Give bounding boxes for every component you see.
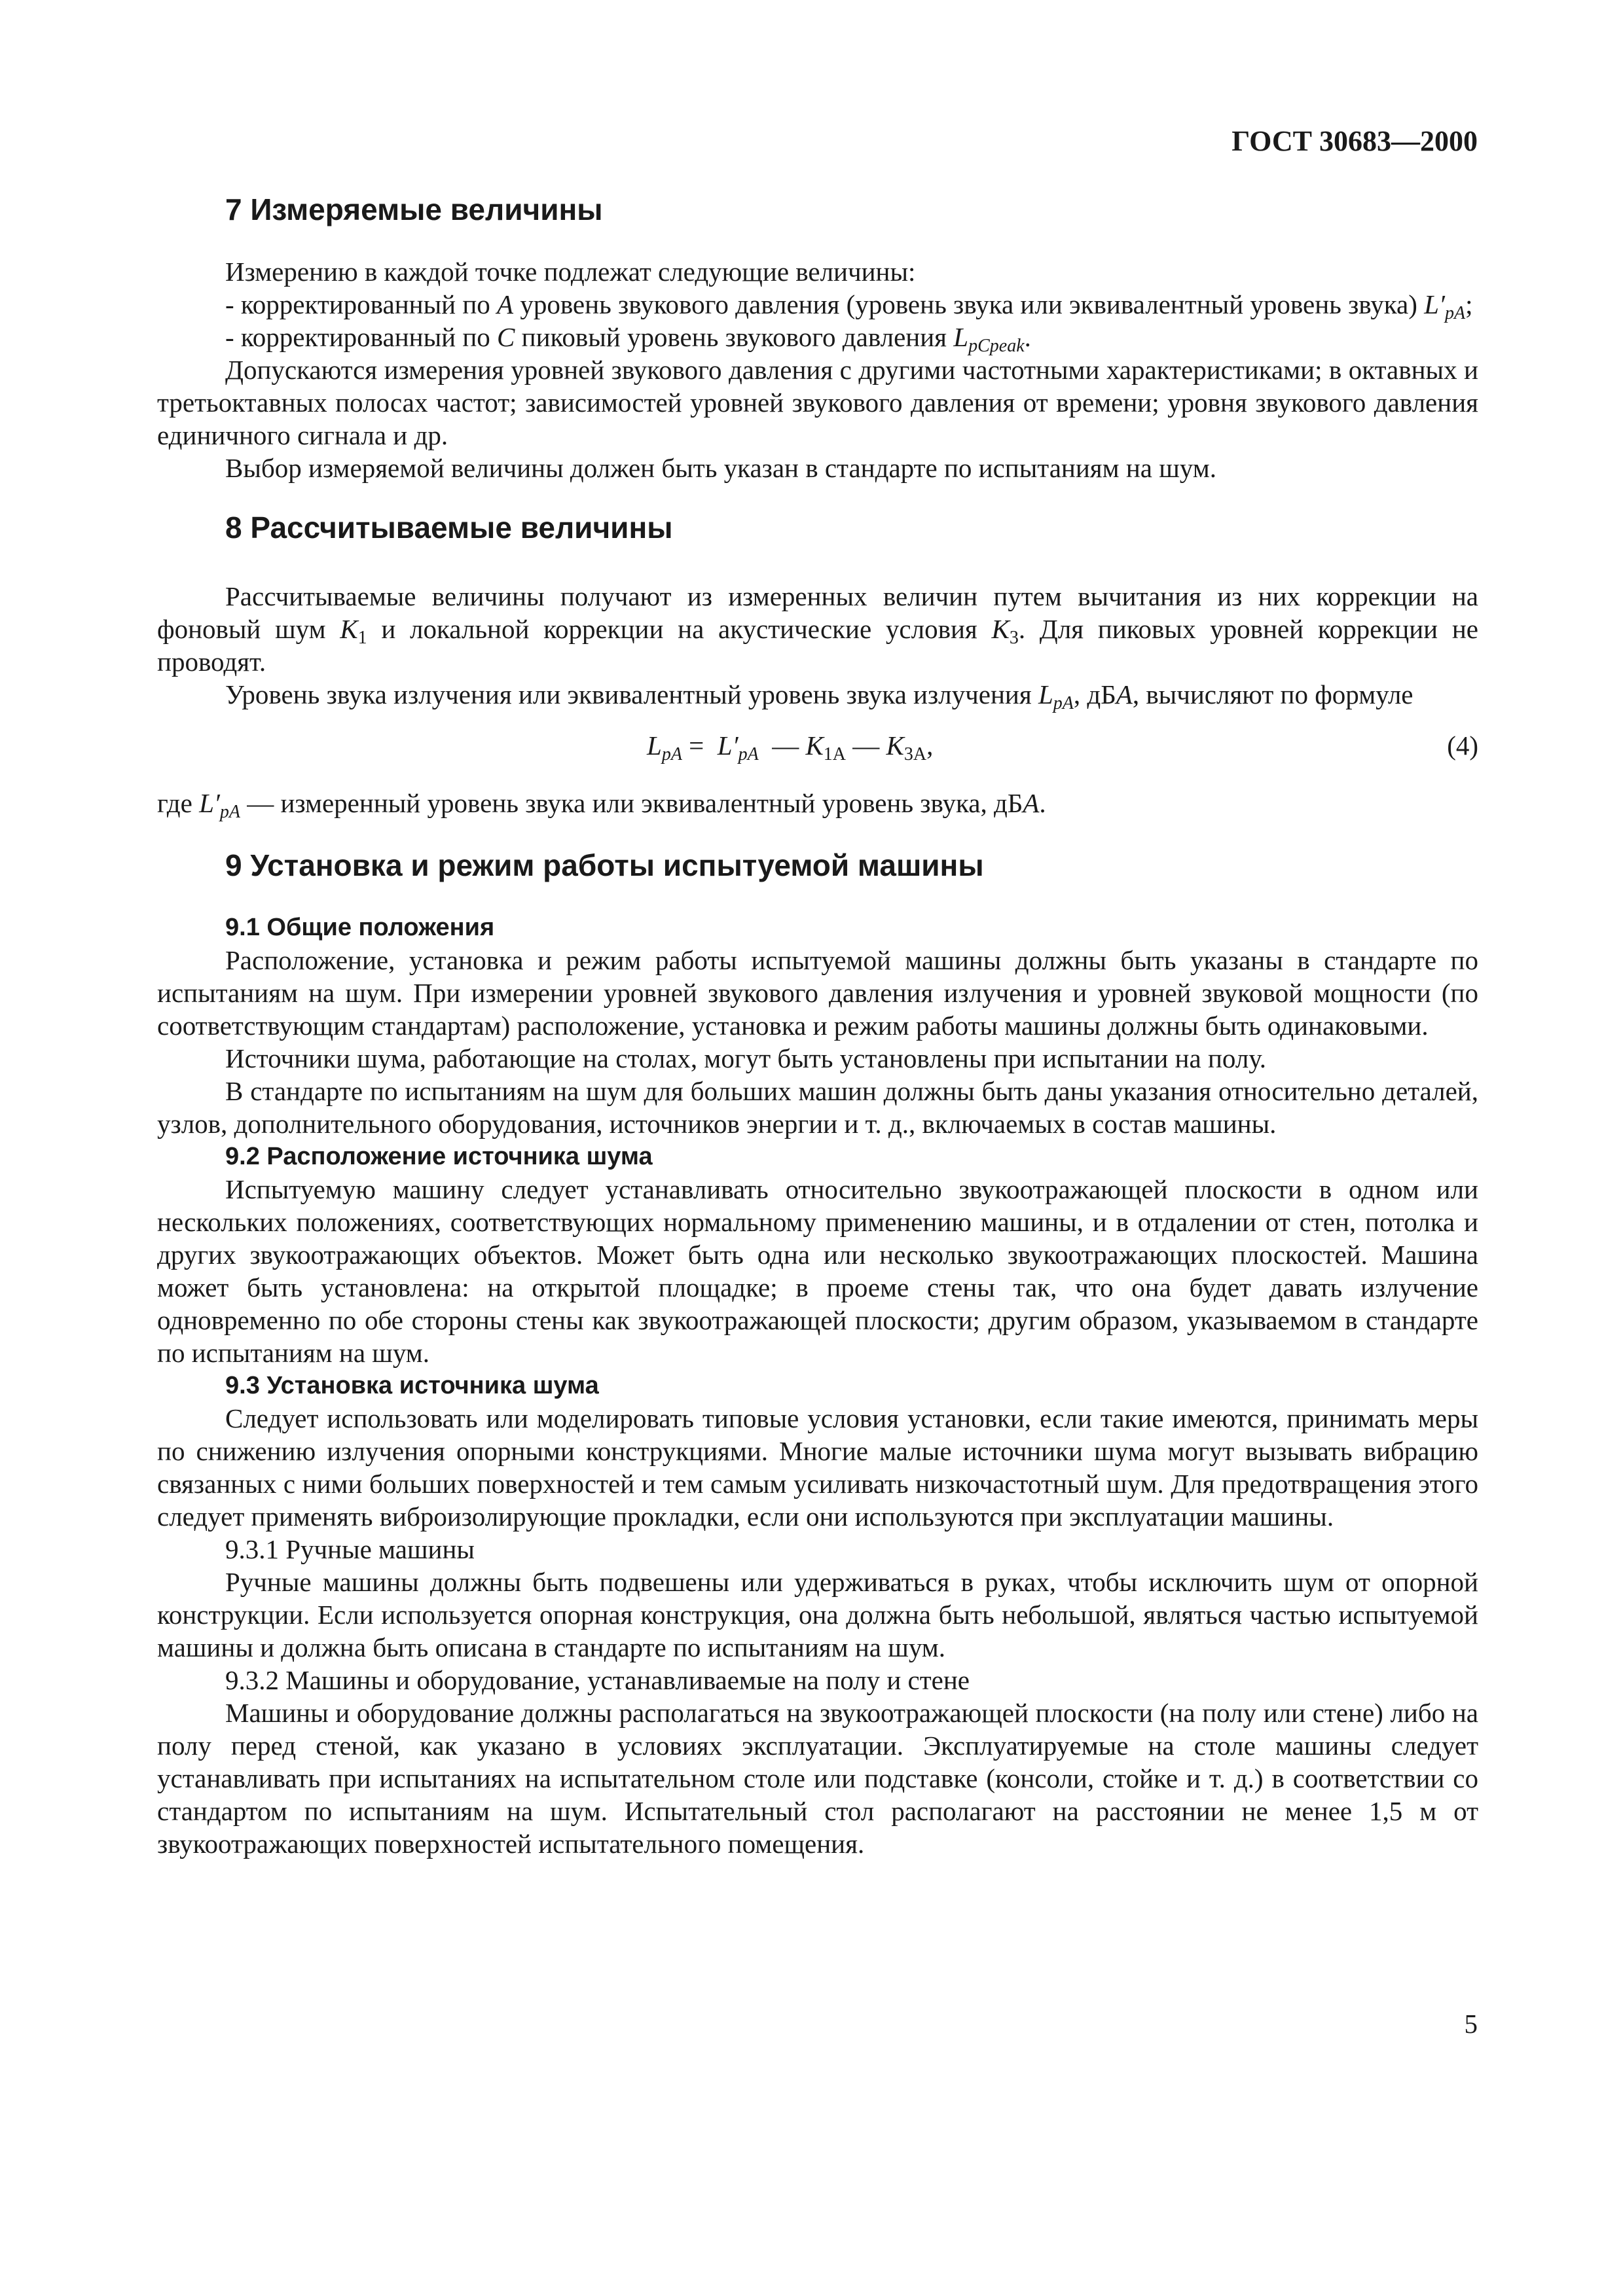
section-7-intro: Измерению в каждой точке подлежат следующие величины: — [225, 257, 916, 287]
formula-expression: $L_{pA} = L'_{pA}$ — $K_{1A}$ — $K_{3A}$, — [647, 730, 934, 764]
section-8-paragraph-1: Рассчитываемые величины получают из измеренных величин путем вычитания из них коррекции на фоновый шум $K_1$ и локальной коррекции на акустические условия $K_3$. Для пиковых уровней коррекции не проводят. — [157, 581, 1478, 677]
subsection-9-3-1-title: 9.3.1 Ручные машины — [225, 1534, 475, 1564]
section-7-paragraph-choice: Выбор измеряемой величины должен быть указан в стандарте по испытаниям на шум. — [225, 453, 1216, 483]
section-7-paragraph-other: Допускаются измерения уровней звукового давления с другими частотными характеристиками; в октавных и третьоктавных полосах частот; зависимостей уровней звукового давления от времени; уровня звукового давления единичного сигнала и др. — [157, 355, 1478, 450]
subsection-9-1-title: 9.1 Общие положения — [225, 914, 495, 941]
subsection-9-2-title: 9.2 Расположение источника шума — [225, 1143, 653, 1170]
subsection-9-1-paragraph-1: Расположение, установка и режим работы испытуемой машины должны быть указаны в стандарте по испытаниям на шум. При измерении уровней звукового давления излучения и уровней звуковой мощности (по соответствующим стандартам) расположение, установка и режим работы машины должны быть одинаковыми. — [157, 945, 1478, 1041]
subsection-9-3-1-paragraph: Ручные машины должны быть подвешены или удерживаться в руках, чтобы исключить шум от опорной конструкции. Если используется опорная конструкция, она должна быть небольшой, являться частью испытуемой машины и должна быть описана в стандарте по испытаниям на шум. — [157, 1567, 1478, 1662]
section-7-item-c: - корректированный по C пиковый уровень звукового давления $L_{pCpeak}$. — [225, 322, 1031, 356]
subsection-9-2-paragraph: Испытуемую машину следует устанавливать относительно звукоотражающей плоскости в одном или нескольких положениях, соответствующих нормальному применению машины, и в отдалении от стен, потолка и других звукоотражающих объектов. Может быть одна или несколько звукоотражающих плоскостей. Машина может быть установлена: на открытой площадке; в проеме стены так, что она будет давать излучение одновременно по обе стороны стены как звукоотражающей плоскости; другим образом, указываемом в стандарте по испытаниям на шум. — [157, 1174, 1478, 1368]
page-number: 5 — [1464, 2009, 1478, 2039]
subsection-9-3-2-paragraph: Машины и оборудование должны располагаться на звукоотражающей плоскости (на полу или стене) либо на полу перед стеной, как указано в условиях эксплуатации. Эксплуатируемые на столе машины следует устанавливать при испытаниях на испытательном столе или подставке (консоли, стойке и т. д.) в соответствии со стандартом по испытаниям на шум. Испытательный стол располагают на расстоянии не менее 1,5 м от звукоотражающих поверхностей испытательного помещения. — [157, 1698, 1478, 1859]
subsection-9-1-paragraph-2: Источники шума, работающие на столах, могут быть установлены при испытании на полу. — [225, 1043, 1266, 1073]
section-8-paragraph-2: Уровень звука излучения или эквивалентный уровень звука излучения $L_{pA}$, дБA, вычисляют по формуле — [225, 679, 1413, 713]
section-9-title: 9 Установка и режим работы испытуемой машины — [225, 848, 984, 882]
section-7-title: 7 Измеряемые величины — [225, 192, 603, 226]
subsection-9-3-title: 9.3 Установка источника шума — [225, 1372, 599, 1399]
formula-number: (4) — [1447, 730, 1478, 761]
formula-4 — [157, 729, 1478, 768]
section-8-title: 8 Рассчитываемые величины — [225, 511, 673, 545]
page-content — [157, 177, 1478, 1860]
subsection-9-1-paragraph-3: В стандарте по испытаниям на шум для больших машин должны быть даны указания относительно деталей, узлов, дополнительного оборудования, источников энергии и т. д., включаемых в состав машины. — [157, 1076, 1478, 1139]
section-7-item-a: - корректированный по A уровень звукового давления (уровень звука или эквивалентный уровень звука) $L'_{pA}$; — [225, 289, 1473, 323]
subsection-9-3-paragraph: Следует использовать или моделировать типовые условия установки, если такие имеются, принимать меры по снижению излучения опорными конструкциями. Многие малые источники шума могут вызывать вибрацию связанных с ними больших поверхностей и тем самым усиливать низкочастотный шум. Для предотвращения этого следует применять виброизолирующие прокладки, если они используются при эксплуатации машины. — [157, 1403, 1478, 1532]
document-id-header: ГОСТ 30683—2000 — [1231, 125, 1478, 157]
subsection-9-3-2-title: 9.3.2 Машины и оборудование, устанавливаемые на полу и стене — [225, 1665, 970, 1695]
section-8-formula-legend: где $L'_{pA}$ — измеренный уровень звука или эквивалентный уровень звука, дБA. — [157, 788, 1046, 822]
